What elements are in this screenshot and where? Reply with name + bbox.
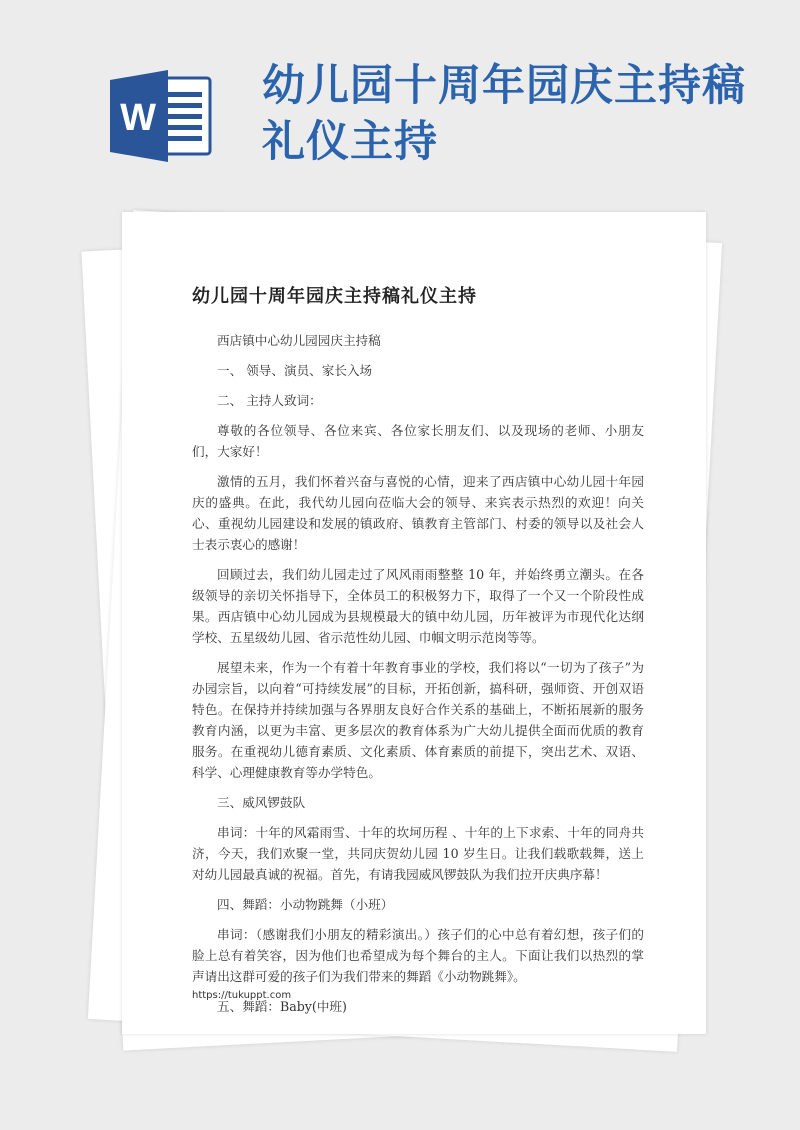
doc-paragraph: 串词：（感谢我们小朋友的精彩演出。）孩子们的心中总有着幻想，孩子们的脸上总有着笑容，因为他们也希望成为每个舞台的主人。下面让我们以热烈的掌声请出这群可爱的孩子们为我们带来的舞蹈《小动物跳舞》。 xyxy=(192,927,644,984)
document-title: 幼儿园十周年园庆主持稿礼仪主持 xyxy=(192,286,477,307)
doc-paragraph: 西店镇中心幼儿园园庆主持稿 xyxy=(217,333,381,348)
footer-url: https://tukuppt.com xyxy=(192,990,292,1001)
word-document-icon xyxy=(110,70,214,162)
doc-paragraph: 五、舞蹈：Baby(中班) xyxy=(217,999,347,1014)
doc-paragraph: 尊敬的各位领导、各位来宾、各位家长朋友们、以及现场的老师、小朋友们，大家好！ xyxy=(192,423,644,459)
doc-paragraph: 展望未来，作为一个有着十年教育事业的学校，我们将以“一切为了孩子”为办园宗旨，以向着“可持续发展”的目标，开拓创新，搞科研，强师资、开创双语特色。在保持并持续加强与各界朋友良好合作关系的基础上，不断拓展新的服务教育内涵，以更为丰富、更多层次的教育体系为广大幼儿提供全面而优质的教育服务。在重视幼儿德育素质、文化素质、体育素质的前提下，突出艺术、双语、科学、心理健康教育等办学特色。 xyxy=(192,660,644,780)
document-body xyxy=(192,330,644,1026)
page-header-title: 幼儿园十周年园庆主持稿礼仪主持 xyxy=(262,61,746,167)
doc-paragraph: 三、威风锣鼓队 xyxy=(217,795,306,810)
doc-paragraph: 激情的五月，我们怀着兴奋与喜悦的心情，迎来了西店镇中心幼儿园十年园庆的盛典。在此，我代幼儿园向莅临大会的领导、来宾表示热烈的欢迎！向关心、重视幼儿园建设和发展的镇政府、镇教育主管部门、村委的领导以及社会人士表示衷心的感谢！ xyxy=(192,474,644,552)
doc-paragraph: 四、舞蹈：小动物跳舞（小班） xyxy=(217,897,394,912)
doc-paragraph: 回顾过去，我们幼儿园走过了风风雨雨整整 10 年，并始终勇立潮头。在各级领导的亲切关怀指导下，全体员工的积极努力下，取得了一个又一个阶段性成果。西店镇中心幼儿园成为县规模最大的镇中幼儿园，历年被评为市现代化达纲学校、五星级幼儿园、省示范性幼儿园、巾帼文明示范岗等等。 xyxy=(192,567,644,645)
svg-text:W: W xyxy=(120,97,156,139)
doc-paragraph: 一、 领导、演员、家长入场 xyxy=(217,363,373,378)
doc-paragraph: 二、 主持人致词： xyxy=(217,393,322,408)
doc-paragraph: 串词：十年的风霜雨雪、十年的坎坷历程 、十年的上下求索、十年的同舟共济，今天，我们欢聚一堂，共同庆贺幼儿园 10 岁生日。让我们载歌载舞，送上对幼儿园最真诚的祝福。首先，有请我园威风锣鼓队为我们拉开庆典序幕！ xyxy=(192,825,644,882)
